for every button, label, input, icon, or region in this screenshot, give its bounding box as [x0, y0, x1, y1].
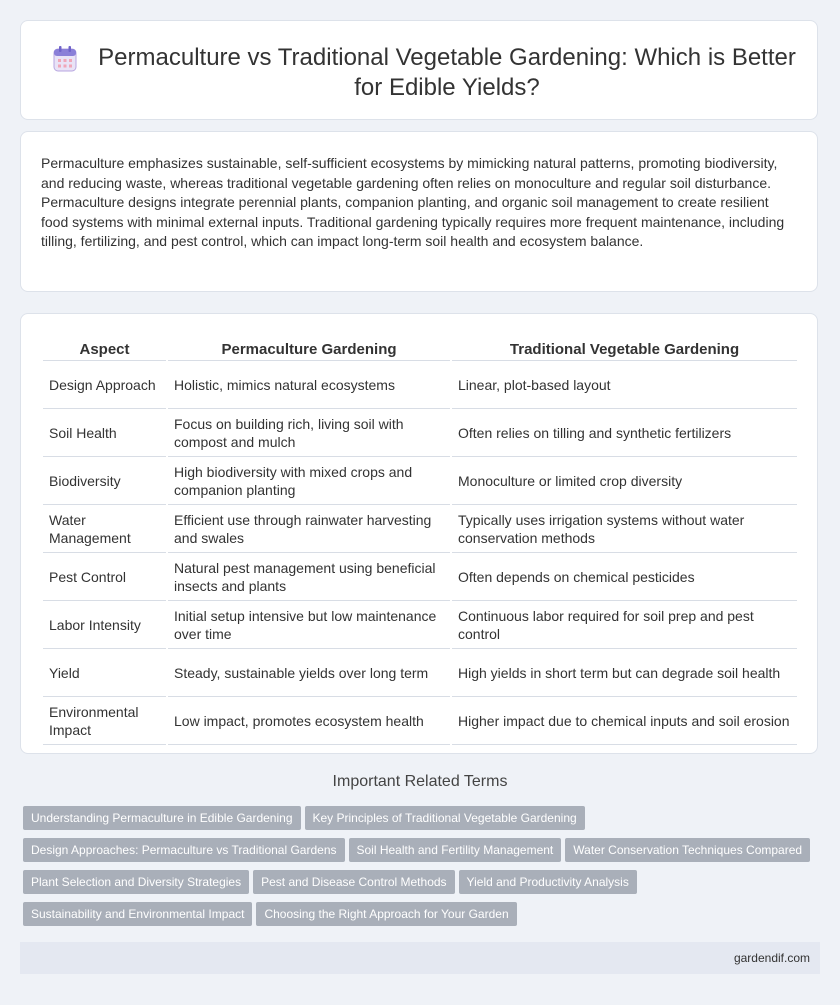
table-header-row [43, 334, 797, 361]
table-row [43, 505, 797, 553]
related-term-tag[interactable]: Pest and Disease Control Methods [253, 870, 454, 894]
table-cell: Biodiversity [43, 457, 166, 505]
comparison-table [41, 334, 799, 745]
table-row [43, 409, 797, 457]
related-terms-row [23, 838, 823, 870]
comparison-table-card [20, 313, 818, 754]
column-header: Aspect [43, 334, 166, 361]
table-cell: Design Approach [43, 361, 166, 409]
table-cell: Efficient use through rainwater harvesting and swales [168, 505, 450, 553]
related-term-tag[interactable]: Sustainability and Environmental Impact [23, 902, 252, 926]
table-row [43, 553, 797, 601]
table-cell: Often depends on chemical pesticides [452, 553, 797, 601]
table-cell: Monoculture or limited crop diversity [452, 457, 797, 505]
table-cell: Higher impact due to chemical inputs and soil erosion [452, 697, 797, 745]
table-row [43, 361, 797, 409]
table-cell: Pest Control [43, 553, 166, 601]
table-cell: Continuous labor required for soil prep and pest control [452, 601, 797, 649]
table-cell: Often relies on tilling and synthetic fertilizers [452, 409, 797, 457]
related-term-tag[interactable]: Choosing the Right Approach for Your Garden [256, 902, 516, 926]
table-cell: High yields in short term but can degrade soil health [452, 649, 797, 697]
title-card [20, 20, 818, 120]
related-terms-row [23, 806, 823, 838]
page-title: Permaculture vs Traditional Vegetable Gardening: Which is Better for Edible Yields? [98, 44, 796, 101]
table-cell: Initial setup intensive but low maintenance over time [168, 601, 450, 649]
footer [20, 942, 820, 974]
column-header: Permaculture Gardening [168, 334, 450, 361]
table-cell: Holistic, mimics natural ecosystems [168, 361, 450, 409]
table-row [43, 697, 797, 745]
table-cell: Labor Intensity [43, 601, 166, 649]
related-term-tag[interactable]: Yield and Productivity Analysis [459, 870, 637, 894]
column-header: Traditional Vegetable Gardening [452, 334, 797, 361]
intro-paragraph: Permaculture emphasizes sustainable, self-sufficient ecosystems by mimicking natural patterns, promoting biodiversity, and reducing waste, whereas traditional vegetable gardening often relies on monoculture and regular soil disturbance. Permaculture designs integrate perennial plants, companion planting, and organic soil management to create resilient food systems with minimal external inputs. Traditional gardening typically requires more frequent maintenance, including tilling, fertilizing, and pest control, which can impact long-term soil health and ecosystem balance. [41, 155, 785, 250]
table-cell: Focus on building rich, living soil with compost and mulch [168, 409, 450, 457]
related-terms-list [23, 806, 823, 934]
related-terms-row [23, 870, 823, 902]
table-cell: Low impact, promotes ecosystem health [168, 697, 450, 745]
related-term-tag[interactable]: Soil Health and Fertility Management [349, 838, 562, 862]
table-cell: Water Management [43, 505, 166, 553]
table-cell: Steady, sustainable yields over long term [168, 649, 450, 697]
calendar-icon [53, 46, 77, 72]
related-term-tag[interactable]: Plant Selection and Diversity Strategies [23, 870, 249, 894]
related-term-tag[interactable]: Understanding Permaculture in Edible Gardening [23, 806, 301, 830]
table-cell: Typically uses irrigation systems without water conservation methods [452, 505, 797, 553]
intro-card [20, 131, 818, 292]
table-cell: Environmental Impact [43, 697, 166, 745]
related-term-tag[interactable]: Design Approaches: Permaculture vs Traditional Gardens [23, 838, 345, 862]
related-terms-row [23, 902, 823, 934]
table-cell: High biodiversity with mixed crops and companion planting [168, 457, 450, 505]
table-cell: Natural pest management using beneficial insects and plants [168, 553, 450, 601]
table-cell: Soil Health [43, 409, 166, 457]
related-term-tag[interactable]: Water Conservation Techniques Compared [565, 838, 810, 862]
table-cell: Yield [43, 649, 166, 697]
footer-site[interactable]: gardendif.com [733, 951, 810, 965]
table-row [43, 649, 797, 697]
table-cell: Linear, plot-based layout [452, 361, 797, 409]
related-term-tag[interactable]: Key Principles of Traditional Vegetable Gardening [305, 806, 585, 830]
related-terms-title: Important Related Terms [332, 773, 508, 790]
table-row [43, 457, 797, 505]
table-row [43, 601, 797, 649]
